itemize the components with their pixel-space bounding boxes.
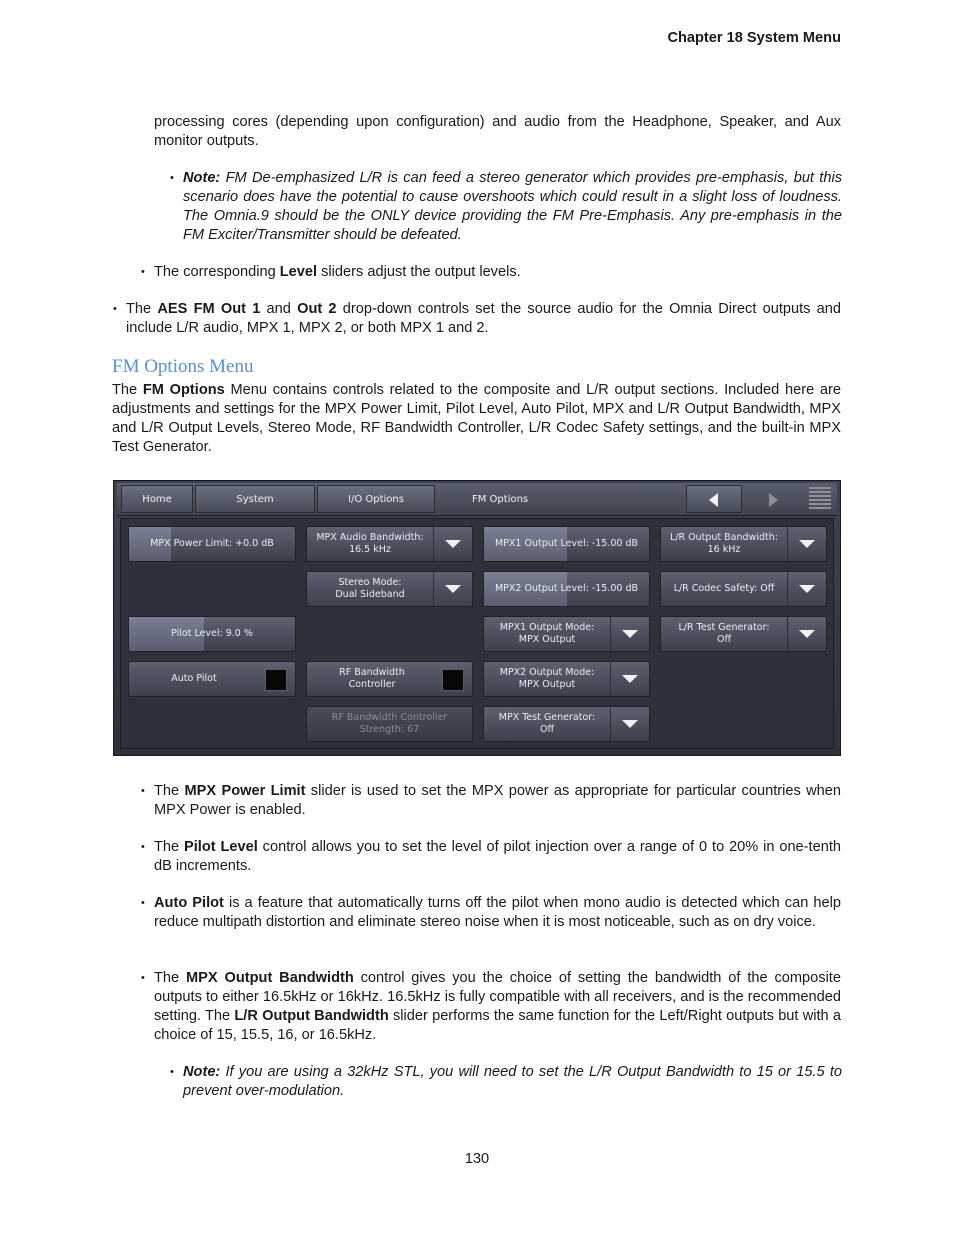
note-text-2: Note: If you are using a 32kHz STL, you will need to set the L/R Output Bandwidth to 15 or 15.5 to prevent over-modulation.	[183, 1064, 842, 1099]
slider-label: Pilot Level: 9.0 %	[171, 628, 253, 639]
section-paragraph: The FM Options Menu contains controls related to the composite and L/R output sections. Included here are adjustments and settings for the MPX Power Limit, Pilot Level, Auto Pilot, MPX and L/R Output Bandwidth, MPX and L/R Output Levels, Stereo Mode, RF Bandwidth Controller, L/R Codec Safety settings, and the built-in MPX Test Generator.	[112, 382, 841, 455]
dropdown-arrow[interactable]	[433, 572, 472, 606]
bullet-text: The MPX Power Limit slider is used to set the MPX power as appropriate for particular countries when MPX Power is enabled.	[154, 783, 842, 818]
rf-bandwidth-controller-toggle[interactable]	[306, 661, 473, 697]
bullet-dot: •	[113, 303, 117, 315]
dropdown-label: MPX1 Output Mode: MPX Output	[499, 622, 595, 645]
bullet-dot: •	[170, 172, 174, 184]
tab-fm-options[interactable]: FM Options	[472, 494, 529, 505]
aes-text: The AES FM Out 1 and Out 2 drop-down controls set the source audio for the Omnia Direct outputs and include L/R audio, MPX 1, MPX 2, or both MPX 1 and 2.	[126, 301, 842, 336]
dropdown-label: Stereo Mode: Dual Sideband	[335, 577, 405, 600]
bullet-dot: •	[141, 785, 145, 797]
dropdown-arrow[interactable]	[610, 662, 649, 696]
pilot-level-slider[interactable]	[128, 616, 296, 652]
intro-continuation: processing cores (depending upon configuration) and audio from the Headphone, Speaker, and Aux monitor outputs.	[154, 114, 841, 149]
stereo-mode-dropdown[interactable]	[306, 571, 473, 607]
slider-label: MPX2 Output Level: -15.00 dB	[494, 583, 638, 594]
toggle-label: RF Bandwidth Controller	[339, 667, 405, 690]
note-body: FM De-emphasized L/R is can feed a stereo generator which provides pre-emphasis, but this scenario does have the potential to cause overshoots which could result in a slight loss of loudness. The Omnia.9 should be the ONLY device providing the FM Pre-Emphasis. Any pre-emphasis in the FM Exciter/Transmitter should be defeated.	[183, 170, 842, 243]
tab-io-options[interactable]: I/O Options	[317, 485, 435, 513]
note-bullet-1	[170, 169, 842, 245]
nav-bar	[117, 483, 837, 516]
mpx2-output-mode-dropdown[interactable]	[483, 661, 650, 697]
chevron-down-icon	[799, 630, 815, 638]
forward-button[interactable]	[744, 485, 800, 513]
chevron-down-icon	[799, 540, 815, 548]
tab-home[interactable]: Home	[121, 485, 193, 513]
controls-area	[120, 518, 834, 749]
dropdown-arrow[interactable]	[433, 527, 472, 561]
page-number: 130	[464, 1151, 490, 1167]
chevron-down-icon	[799, 585, 815, 593]
menu-icon[interactable]	[809, 487, 831, 511]
slider-label: MPX Power Limit: +0.0 dB	[150, 538, 274, 549]
bullet-dot: •	[141, 266, 145, 278]
dropdown-label: MPX Audio Bandwidth: 16.5 kHz	[316, 532, 424, 555]
slider-label: RF Bandwidth Controller Strength: 67	[331, 712, 448, 735]
dropdown-label: MPX2 Output Mode: MPX Output	[499, 667, 595, 690]
arrow-right-icon	[769, 493, 778, 507]
note-label: Note:	[183, 170, 221, 186]
mpx1-output-level-slider[interactable]	[483, 526, 650, 562]
fm-options-screenshot	[113, 480, 841, 756]
arrow-left-icon	[709, 493, 718, 507]
checkbox-icon[interactable]	[265, 669, 287, 691]
note-bullet-2	[170, 1063, 842, 1101]
lr-codec-safety-dropdown[interactable]	[660, 571, 827, 607]
section-heading: FM Options Menu	[112, 356, 254, 377]
mpx-audio-bandwidth-dropdown[interactable]	[306, 526, 473, 562]
level-text: The corresponding Level sliders adjust the output levels.	[154, 264, 521, 280]
dropdown-label: MPX Test Generator: Off	[498, 712, 596, 735]
dropdown-arrow[interactable]	[787, 617, 826, 651]
chevron-down-icon	[445, 540, 461, 548]
mpx1-output-mode-dropdown[interactable]	[483, 616, 650, 652]
mpx-test-generator-dropdown[interactable]	[483, 706, 650, 742]
chapter-header: Chapter 18 System Menu	[667, 30, 841, 46]
bullet-dot: •	[141, 841, 145, 853]
bullet-text: The MPX Output Bandwidth control gives you the choice of setting the bandwidth of the composite outputs to either 16.5kHz or 16kHz. 16.5kHz is fully compatible with all receivers, and is the recommended setting. The L/R Output Bandwidth slider performs the same function for the Left/Right outputs but with a choice of 15, 15.5, 16, or 16.5kHz.	[154, 970, 841, 1043]
level-bullet	[141, 263, 841, 282]
pilot-level-bullet	[141, 838, 841, 876]
bullet-text: Auto Pilot is a feature that automatically turns off the pilot when mono audio is detected which can help reduce multipath distortion and eliminate stereo noise when it is most noticeable, such as on dry voice.	[154, 895, 841, 930]
auto-pilot-bullet	[141, 894, 841, 932]
lr-test-generator-dropdown[interactable]	[660, 616, 827, 652]
lr-output-bandwidth-dropdown[interactable]	[660, 526, 827, 562]
dropdown-label: L/R Test Generator: Off	[678, 622, 770, 645]
mpx2-output-level-slider[interactable]	[483, 571, 650, 607]
dropdown-arrow[interactable]	[787, 572, 826, 606]
aes-bullet	[113, 300, 842, 338]
tab-system[interactable]: System	[195, 485, 315, 513]
dropdown-label: L/R Codec Safety: Off	[673, 583, 775, 594]
chevron-down-icon	[622, 675, 638, 683]
mpx-output-bandwidth-bullet	[141, 969, 841, 1045]
bullet-dot: •	[141, 897, 145, 909]
chevron-down-icon	[445, 585, 461, 593]
auto-pilot-toggle[interactable]	[128, 661, 296, 697]
toggle-label: Auto Pilot	[171, 673, 217, 684]
bullet-text: The Pilot Level control allows you to set the level of pilot injection over a range of 0 to 20% in one-tenth dB increments.	[154, 839, 841, 874]
mpx-power-limit-slider[interactable]	[128, 526, 296, 562]
checkbox-icon[interactable]	[442, 669, 464, 691]
chevron-down-icon	[622, 720, 638, 728]
dropdown-arrow[interactable]	[787, 527, 826, 561]
mpx-power-limit-bullet	[141, 782, 842, 820]
dropdown-arrow[interactable]	[610, 707, 649, 741]
rf-bandwidth-strength-slider	[306, 706, 473, 742]
note-text-1	[183, 169, 842, 245]
dropdown-arrow[interactable]	[610, 617, 649, 651]
slider-label: MPX1 Output Level: -15.00 dB	[494, 538, 638, 549]
bullet-dot: •	[141, 972, 145, 984]
chevron-down-icon	[622, 630, 638, 638]
bullet-dot: •	[170, 1066, 174, 1078]
dropdown-label: L/R Output Bandwidth: 16 kHz	[670, 532, 778, 555]
back-button[interactable]	[686, 485, 742, 513]
